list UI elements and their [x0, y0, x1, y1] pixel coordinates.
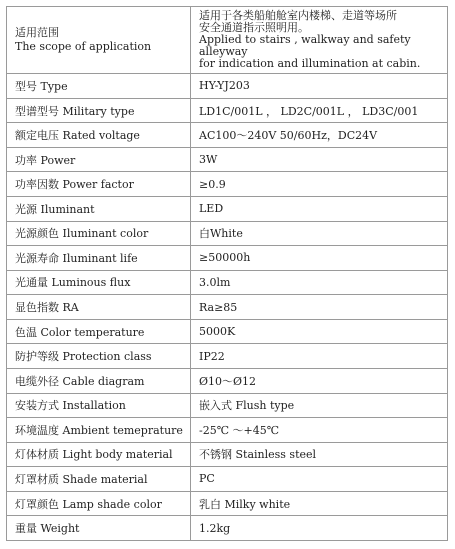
- spec-table: [6, 6, 448, 541]
- row-label: 型谱型号 Military type: [7, 98, 191, 123]
- scope-label-en: The scope of application: [15, 40, 152, 54]
- row-value: -25℃ ～+45℃: [191, 418, 448, 443]
- table-row-scope: [7, 7, 448, 74]
- row-value: LD1C/001L ， LD2C/001L ， LD3C/001: [191, 98, 448, 123]
- row-label: 电缆外径 Cable diagram: [7, 368, 191, 393]
- row-label: 光源寿命 Iluminant life: [7, 246, 191, 271]
- table-row: [7, 147, 448, 172]
- row-value: 乳白 Milky white: [191, 491, 448, 516]
- table-row: [7, 491, 448, 516]
- row-label: 环境温度 Ambient temeprature: [7, 418, 191, 443]
- scope-value-line: Applied to stairs , walkway and safety alleyway: [199, 33, 411, 59]
- table-row: [7, 197, 448, 222]
- row-value: LED: [191, 197, 448, 222]
- table-row: [7, 295, 448, 320]
- table-row: [7, 319, 448, 344]
- scope-value-line: 安全通道指示照明用。: [199, 21, 309, 35]
- row-value: Ra≥85: [191, 295, 448, 320]
- scope-label-zh: 适用范围: [15, 26, 59, 40]
- row-value: IP22: [191, 344, 448, 369]
- row-value: 5000K: [191, 319, 448, 344]
- table-row: [7, 246, 448, 271]
- scope-value-line: 适用于各类船舶舱室内楼梯、走道等场所: [199, 9, 397, 23]
- row-label: 功率因数 Power factor: [7, 172, 191, 197]
- row-value: 嵌入式 Flush type: [191, 393, 448, 418]
- table-row: [7, 393, 448, 418]
- row-value: PC: [191, 467, 448, 492]
- row-label: 灯罩材质 Shade material: [7, 467, 191, 492]
- row-label: 光源 Iluminant: [7, 197, 191, 222]
- row-value: ≥0.9: [191, 172, 448, 197]
- row-label: 灯体材质 Light body material: [7, 442, 191, 467]
- row-value: HY-YJ203: [191, 74, 448, 99]
- row-value: 1.2kg: [191, 516, 448, 541]
- table-row: [7, 467, 448, 492]
- row-value: Ø10～Ø12: [191, 368, 448, 393]
- row-label: 型号 Type: [7, 74, 191, 99]
- row-label: 色温 Color temperature: [7, 319, 191, 344]
- row-value: AC100～240V 50/60Hz，DC24V: [191, 123, 448, 148]
- row-label: 显色指数 RA: [7, 295, 191, 320]
- table-row: [7, 98, 448, 123]
- row-label: 重量 Weight: [7, 516, 191, 541]
- row-label: 光通量 Luminous flux: [7, 270, 191, 295]
- table-row: [7, 172, 448, 197]
- table-row: [7, 123, 448, 148]
- table-row: [7, 270, 448, 295]
- scope-value-cell: [191, 7, 448, 74]
- table-row: [7, 442, 448, 467]
- row-label: 额定电压 Rated voltage: [7, 123, 191, 148]
- table-row: [7, 221, 448, 246]
- table-row: [7, 418, 448, 443]
- row-label: 灯罩颜色 Lamp shade color: [7, 491, 191, 516]
- row-label: 安装方式 Installation: [7, 393, 191, 418]
- row-value: 3W: [191, 147, 448, 172]
- row-label: 功率 Power: [7, 147, 191, 172]
- table-row: [7, 344, 448, 369]
- row-label: 防护等级 Protection class: [7, 344, 191, 369]
- table-row: [7, 516, 448, 541]
- row-value: 白White: [191, 221, 448, 246]
- scope-value-line: for indication and illumination at cabin.: [199, 57, 421, 71]
- table-row: [7, 368, 448, 393]
- scope-label-cell: [7, 7, 191, 74]
- row-label: 光源颜色 Iluminant color: [7, 221, 191, 246]
- row-value: ≥50000h: [191, 246, 448, 271]
- row-value: 3.0lm: [191, 270, 448, 295]
- row-value: 不锈钢 Stainless steel: [191, 442, 448, 467]
- table-row: [7, 74, 448, 99]
